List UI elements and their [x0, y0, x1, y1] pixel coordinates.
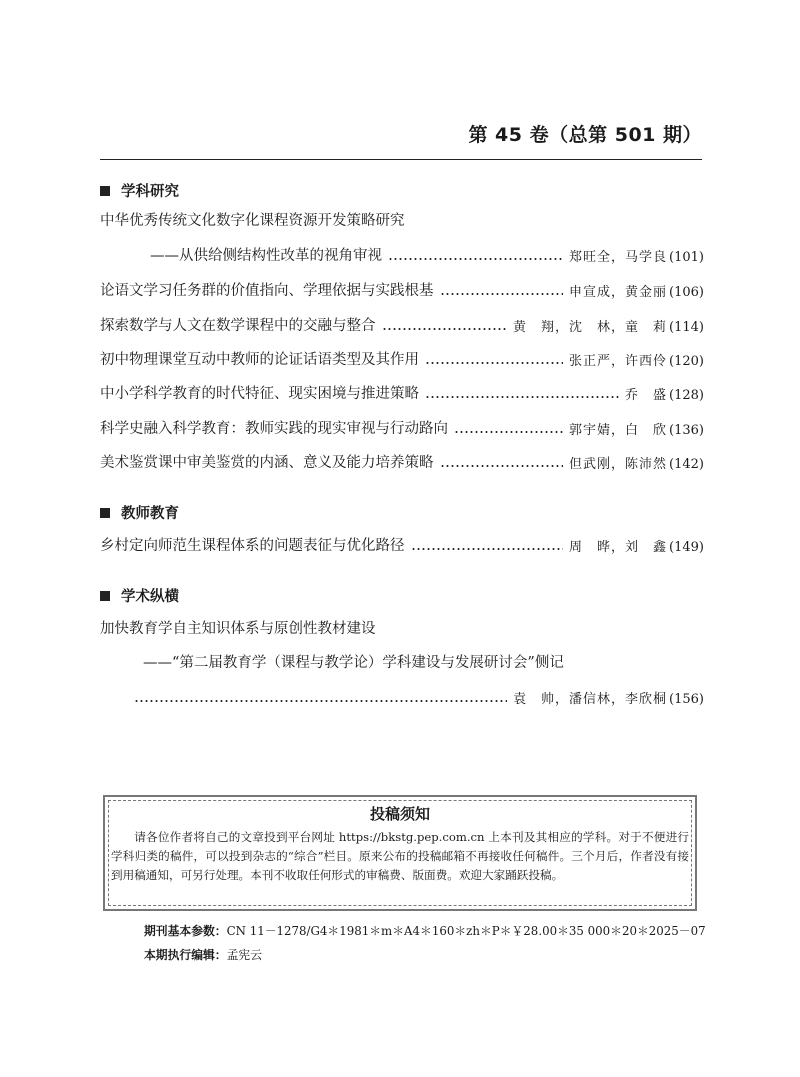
section-title: 学术纵横: [121, 589, 179, 605]
executive-editor: [144, 946, 262, 963]
toc-entry[interactable]: [100, 381, 704, 403]
dot-leader: [454, 431, 563, 433]
page-number: (142): [669, 457, 704, 472]
page-number: (128): [669, 388, 704, 403]
toc-entry[interactable]: [100, 313, 704, 335]
article-title: 中小学科学教育的时代特征、现实困境与推进策略: [100, 386, 419, 402]
page-number: (114): [669, 320, 704, 335]
article-title: 加快教育学自主知识体系与原创性教材建设: [100, 621, 376, 637]
article-title: 美术鉴赏课中审美鉴赏的内涵、意义及能力培养策略: [100, 455, 434, 471]
dot-leader: [440, 465, 564, 467]
page-number: (136): [669, 423, 704, 438]
toc-entry-title[interactable]: [100, 208, 704, 230]
article-authors: 郑旺全，马学良: [569, 250, 668, 265]
page-number: (156): [669, 692, 704, 707]
toc-entry-title[interactable]: [100, 616, 704, 638]
journal-parameters: [144, 922, 706, 939]
editor-value: 孟宪云: [226, 948, 262, 962]
page-number: (106): [669, 285, 704, 300]
notice-title: 投稿须知: [369, 805, 430, 823]
article-authors: 黄 翔，沈 林，童 莉: [513, 320, 668, 335]
toc-entry[interactable]: [134, 685, 704, 707]
volume-issue-heading: 第 45 卷（总第 501 期）: [468, 124, 702, 146]
article-title: 论语文学习任务群的价值指向、学理依据与实践根基: [100, 283, 434, 299]
header-divider: [100, 159, 702, 160]
dot-leader: [411, 548, 564, 550]
square-bullet-icon: [100, 591, 110, 601]
article-authors: 乔 盛: [625, 388, 668, 403]
square-bullet-icon: [100, 186, 110, 196]
article-authors: 张正严，许西伶: [569, 354, 668, 369]
page-number: (149): [669, 540, 704, 555]
article-authors: 申宣成，黄金丽: [569, 285, 668, 300]
article-authors: 周 晔，刘 鑫: [569, 540, 668, 555]
article-subtitle: ——从供给侧结构性改革的视角审视: [150, 248, 382, 264]
toc-entry[interactable]: [100, 278, 704, 300]
dot-leader: [440, 293, 564, 295]
article-title: 中华优秀传统文化数字化课程资源开发策略研究: [100, 213, 405, 229]
notice-body: 请各位作者将自己的文章投到平台网址 https://bkstg.pep.com.cn 上本刊及其相应的学科。对于不便进行学科归类的稿件，可以投到杂志的“综合”栏目。原来公布的投稿邮箱不再接收任何稿件。三个月后，作者没有接到用稿通知，可另行处理。本刊不收取任何形式的审稿费、版面费。欢迎大家踊跃投稿。: [111, 830, 689, 882]
article-title: 初中物理课堂互动中教师的论证话语类型及其作用: [100, 352, 419, 368]
article-title: 乡村定向师范生课程体系的问题表征与优化路径: [100, 538, 405, 554]
toc-entry-subtitle: [143, 650, 697, 672]
section-heading-jiaoshi-jiaoyu: [100, 502, 704, 523]
editor-label: 本期执行编辑：: [144, 948, 227, 962]
article-authors: 郭宇婧，白 欣: [569, 423, 668, 438]
article-authors: 袁 帅，潘信林，李欣桐: [513, 692, 668, 707]
article-title: 探索数学与人文在数学课程中的交融与整合: [100, 318, 376, 334]
square-bullet-icon: [100, 508, 110, 518]
dot-leader: [382, 328, 508, 330]
submission-notice-box: [103, 795, 697, 911]
section-title: 学科研究: [121, 184, 179, 200]
article-authors: 但武刚，陈沛然: [569, 457, 668, 472]
section-title: 教师教育: [121, 506, 179, 522]
dot-leader: [425, 362, 563, 364]
toc-entry[interactable]: [100, 416, 704, 438]
dot-leader: [388, 258, 563, 260]
section-heading-xueshu-zongheng: [100, 585, 704, 606]
dot-leader: [425, 396, 619, 398]
params-label: 期刊基本参数：: [144, 924, 227, 938]
page-number: (101): [669, 250, 704, 265]
toc-entry[interactable]: [100, 347, 704, 369]
article-subtitle: ——“第二届教育学（课程与教学论）学科建设与发展研讨会”侧记: [143, 655, 564, 671]
section-heading-xueke-yanjiu: [100, 180, 704, 201]
article-title: 科学史融入科学教育：教师实践的现实审视与行动路向: [100, 421, 448, 437]
toc-entry[interactable]: [100, 533, 704, 555]
toc-entry[interactable]: [100, 450, 704, 472]
toc-entry[interactable]: [150, 243, 704, 265]
params-value: CN 11－1278/G4＊1981＊m＊A4＊160＊zh＊P＊￥28.00＊35 000＊20＊2025－07: [226, 924, 706, 938]
page-number: (120): [669, 354, 704, 369]
dot-leader: [134, 700, 507, 702]
